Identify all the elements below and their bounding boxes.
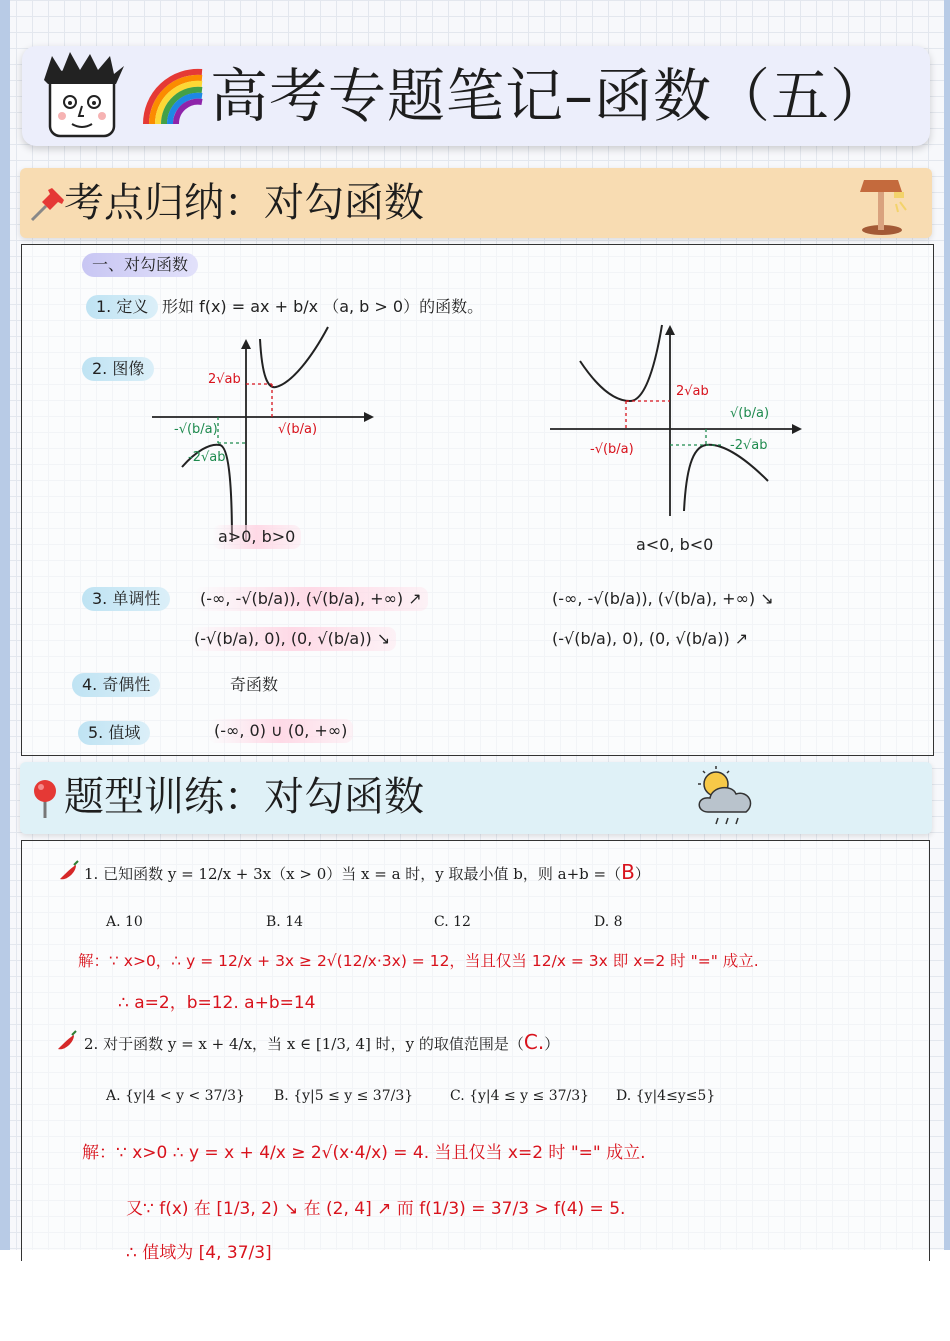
section-title-key-points: 考点归纳：对勾函数: [64, 180, 424, 226]
pushpin-icon: [28, 184, 68, 224]
question-2-solution-line-1: 解：∵ x>0 ∴ y = x + 4/x ≥ 2√(x·4/x) = 4. 当且仅当 x=2 时 "=" 成立.: [82, 1143, 646, 1163]
range-text: (-∞, 0) ∪ (0, +∞): [208, 719, 353, 743]
question-1-choice-b: B. 14: [266, 914, 304, 930]
definition-text: 形如 f(x) = ax + b/x （a, b > 0）的函数。: [162, 297, 484, 316]
question-1-choice-a: A. 10: [106, 914, 143, 930]
question-2-choice-b: B. {y|5 ≤ y ≤ 37/3}: [274, 1088, 414, 1104]
chili-icon: [54, 1029, 78, 1053]
graph2-curve-right: [684, 445, 768, 511]
question-2-solution-line-3: ∴ 值域为 [4, 37/3]: [126, 1243, 272, 1263]
question-2-choice-a: A. {y|4 < y < 37/3}: [106, 1088, 245, 1104]
range-label: 5. 值域: [78, 721, 150, 745]
definition-label: 1. 定义: [86, 295, 158, 319]
monotonicity-label: 3. 单调性: [82, 587, 170, 611]
section-banner-practice: [20, 762, 932, 834]
parity-text: 奇函数: [230, 675, 279, 694]
graph1-condition: a>0, b>0: [212, 525, 301, 549]
graph-negative-case: [550, 321, 810, 521]
section-title-practice: 题型训练：对勾函数: [64, 774, 424, 820]
graph2-curve-left: [580, 325, 662, 401]
graph2-bottom-label: -2√ab: [730, 438, 768, 453]
cartoon-face-icon: [32, 50, 132, 142]
page-title: 高考专题笔记–函数（五）: [210, 62, 890, 130]
sun-cloud-icon: [686, 764, 766, 834]
graph2-pos-label: √(b/a): [730, 406, 770, 421]
graph1-curve-right: [260, 327, 328, 387]
practice-box: [21, 840, 930, 1261]
page-right-edge: [944, 0, 950, 1250]
round-pin-icon: [30, 778, 60, 820]
question-1-answer: B: [621, 860, 635, 884]
graph2-top-label: 2√ab: [676, 384, 709, 399]
graph1-neg-label: -√(b/a): [174, 422, 218, 437]
mono-left-decreasing: (-√(b/a), 0), (0, √(b/a)) ↘: [188, 627, 396, 651]
question-1-stem: 1. 已知函数 y = 12/x + 3x（x > 0）当 x = a 时，y 取最小值 b，则 a+b =（B）: [84, 860, 650, 884]
parity-label: 4. 奇偶性: [72, 673, 160, 697]
section-banner-key-points: [20, 168, 932, 238]
graph1-pos-label: √(b/a): [278, 422, 318, 437]
question-2-choice-d: D. {y|4≤y≤5}: [616, 1088, 716, 1104]
graph-label: 2. 图像: [82, 357, 154, 381]
mono-right-increasing: (-√(b/a), 0), (0, √(b/a)) ↗: [552, 629, 749, 648]
page-left-edge: [0, 0, 10, 1250]
key-points-box: [21, 244, 934, 756]
title-card: [22, 46, 930, 146]
graph-positive-case: [152, 337, 382, 547]
graph2-condition: a<0, b<0: [636, 535, 714, 554]
graph1-max-label: -2√ab: [188, 450, 226, 465]
question-2-choice-c: C. {y|4 ≤ y ≤ 37/3}: [450, 1088, 590, 1104]
question-2-stem: 2. 对于函数 y = x + 4/x，当 x ∈ [1/3, 4] 时，y 的取值范围是（C.）: [84, 1030, 560, 1054]
question-2-solution-line-2: 又∵ f(x) 在 [1/3, 2) ↘ 在 (2, 4] ↗ 而 f(1/3) = 37/3 > f(4) = 5.: [126, 1199, 626, 1219]
desk-lamp-icon: [848, 170, 914, 236]
graph2-neg-label: -√(b/a): [590, 442, 634, 457]
mono-right-decreasing: (-∞, -√(b/a)), (√(b/a), +∞) ↘: [552, 589, 774, 608]
mono-left-increasing: (-∞, -√(b/a)), (√(b/a), +∞) ↗: [194, 587, 428, 611]
question-1-choice-c: C. 12: [434, 914, 471, 930]
topic-tag: 一、对勾函数: [82, 253, 198, 277]
question-1-solution-line-2: ∴ a=2，b=12. a+b=14: [118, 993, 316, 1013]
graph1-min-label: 2√ab: [208, 372, 241, 387]
question-1-choice-d: D. 8: [594, 914, 623, 930]
rainbow-icon: [142, 66, 206, 126]
question-2-answer: C.: [523, 1030, 545, 1054]
chili-icon: [56, 859, 80, 883]
question-1-solution-line-1: 解：∵ x>0，∴ y = 12/x + 3x ≥ 2√(12/x·3x) = 12，当且仅当 12/x = 3x 即 x=2 时 "=" 成立.: [78, 952, 759, 970]
